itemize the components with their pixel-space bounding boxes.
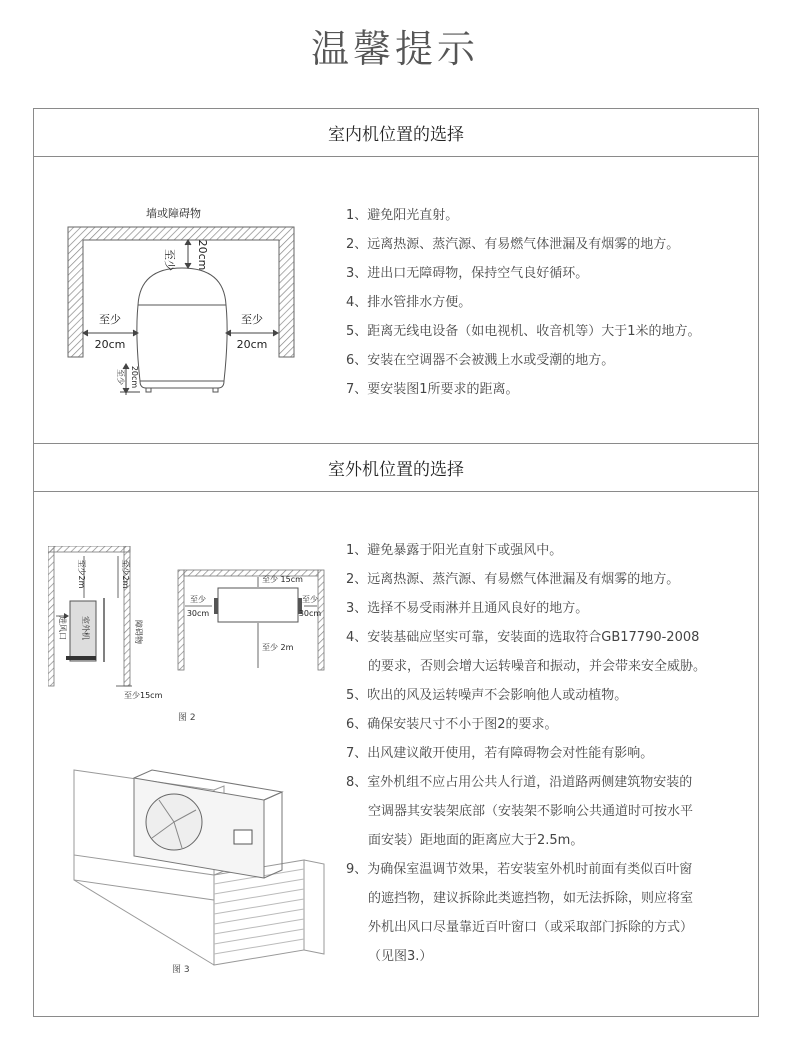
list-item-line: （见图3.）: [368, 949, 433, 964]
outdoor-section-header: 室外机位置的选择: [34, 444, 758, 492]
wall-label: 墙或障碍物: [146, 207, 201, 220]
list-item: 5、距离无线电设备（如电视机、收音机等）大于1米的地方。: [346, 324, 701, 339]
bottom-min-label: 至少: [116, 369, 125, 385]
list-item: 4、排水管排水方便。: [346, 295, 472, 310]
list-item: [346, 855, 706, 971]
outdoor-requirements-list: [346, 536, 706, 971]
fig3-caption: 图 3: [172, 965, 190, 975]
louver-installation-illustration: [64, 760, 334, 980]
indoor-requirements-list: [346, 201, 701, 404]
top-min-label: 至少: [163, 249, 176, 271]
list-item: 3、进出口无障碍物，保持空气良好循环。: [346, 266, 589, 281]
fig2-b-left-dist-label: 30cm: [186, 609, 210, 618]
list-item-line: 的要求，否则会增大运转噪音和振动，并会带来安全威胁。: [368, 659, 707, 674]
outdoor-section: [33, 443, 759, 1017]
list-item: 7、要安装图1所要求的距离。: [346, 382, 519, 397]
fig2-top-right-label: 至少2m: [121, 559, 130, 589]
fig2-obstacle-label: 障碍物: [134, 620, 143, 644]
list-item: [346, 623, 706, 681]
list-item-line: 4、安装基础应坚实可靠，安装面的选取符合GB17790-2008: [346, 630, 700, 645]
bottom-dist-label: 20cm: [130, 365, 139, 389]
list-item-line: 8、室外机组不应占用公共人行道，沿道路两侧建筑物安装的: [346, 775, 693, 790]
left-min-label: 至少: [99, 313, 121, 326]
top-view: [178, 570, 324, 670]
list-item: 6、安装在空调器不会被溅上水或受潮的地方。: [346, 353, 615, 368]
left-dist-label: 20cm: [94, 338, 126, 351]
fig2-b-top-label: 至少 15cm: [262, 575, 303, 584]
fig2-b-left-min-label: 至少: [190, 595, 206, 604]
list-item-line: 外机出风口尽量靠近百叶窗口（或采取部门拆除的方式）: [368, 920, 694, 935]
indoor-unit-outline: [137, 268, 227, 392]
fig2-b-right-dist-label: 30cm: [298, 609, 322, 618]
list-item: 1、避免暴露于阳光直射下或强风中。: [346, 543, 563, 558]
louver-slats: [214, 869, 304, 954]
right-min-label: 至少: [241, 313, 263, 326]
fig2-caption: 图 2: [178, 713, 196, 723]
outdoor-unit-shape: [134, 770, 282, 878]
list-item: [346, 768, 706, 855]
list-item-line: 面安装）距地面的距离应大于2.5m。: [368, 833, 584, 848]
indoor-clearance-diagram: [60, 205, 310, 405]
left-clearance-arrow: [83, 330, 138, 336]
fig2-inlet-label: 进风口: [58, 616, 67, 640]
fig2-b-right-min-label: 至少: [302, 595, 318, 604]
outdoor-clearance-diagram: [48, 546, 328, 726]
list-item: 2、远离热源、蒸汽源、有易燃气体泄漏及有烟雾的地方。: [346, 237, 680, 252]
fig2-unit-label: 室外机: [81, 616, 90, 640]
fig2-bottom-label: 至少15cm: [124, 691, 163, 700]
page-title: 温馨提示: [310, 27, 479, 71]
list-item-line: 9、为确保室温调节效果，若安装室外机时前面有类似百叶窗: [346, 862, 693, 877]
list-item: 3、选择不易受雨淋并且通风良好的地方。: [346, 601, 589, 616]
list-item: 7、出风建议敞开使用，若有障碍物会对性能有影响。: [346, 746, 654, 761]
top-dist-label: 20cm: [196, 239, 209, 271]
list-item: 6、确保安装尺寸不小于图2的要求。: [346, 717, 558, 732]
list-item-line: 空调器其安装架底部（安装架不影响公共通道时可按水平: [368, 804, 694, 819]
list-item: 1、避免阳光直射。: [346, 208, 459, 223]
list-item: 2、远离热源、蒸汽源、有易燃气体泄漏及有烟雾的地方。: [346, 572, 680, 587]
indoor-section-header: 室内机位置的选择: [34, 109, 758, 157]
indoor-section: [33, 108, 759, 444]
list-item: 5、吹出的风及运转噪声不会影响他人或动植物。: [346, 688, 628, 703]
top-clearance-arrow: [185, 240, 191, 268]
right-dist-label: 20cm: [236, 338, 268, 351]
fig2-top-left-label: 至少2m: [77, 559, 86, 589]
fig2-b-bottom-label: 至少 2m: [262, 643, 294, 652]
right-clearance-arrow: [226, 330, 278, 336]
list-item-line: 的遮挡物，建议拆除此类遮挡物，如无法拆除，则应将室: [368, 891, 694, 906]
